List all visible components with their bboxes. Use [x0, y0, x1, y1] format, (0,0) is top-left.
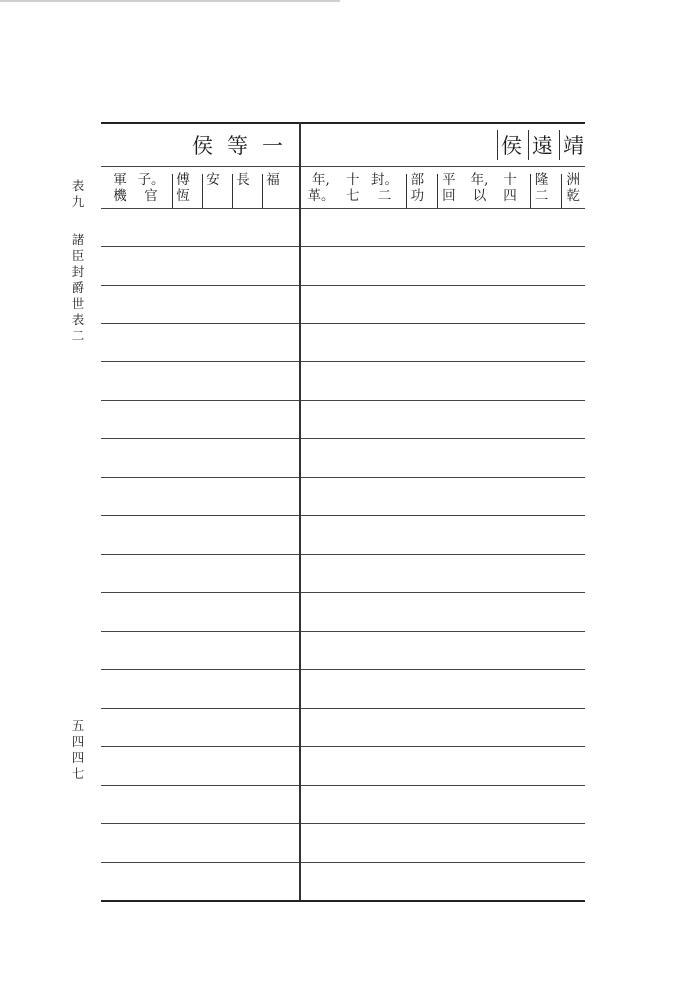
text-char: 革。	[307, 188, 335, 204]
margin-char: 封	[71, 264, 85, 279]
text-char: 四	[503, 188, 517, 204]
page-number-char: 四	[71, 734, 85, 749]
rank-title-right	[480, 131, 584, 159]
text-column	[110, 174, 130, 208]
text-char: 機	[113, 188, 127, 204]
text-char: 恆	[176, 188, 190, 204]
page-number-char: 五	[71, 718, 85, 733]
text-column	[262, 174, 283, 208]
text-char: 十	[345, 172, 360, 188]
text-column	[530, 174, 553, 208]
table-row-rule	[101, 438, 585, 439]
text-char: 以	[472, 188, 487, 204]
text-column	[499, 174, 521, 208]
table-row-rule	[101, 592, 585, 593]
table-column-divider	[299, 122, 301, 900]
text-column	[437, 174, 460, 208]
scan-top-edge	[0, 0, 340, 2]
table-row-rule	[101, 246, 585, 247]
text-char: 平	[442, 172, 456, 188]
margin-char: 臣	[71, 248, 85, 263]
text-column	[202, 174, 223, 208]
table-row-rule	[101, 785, 585, 786]
holder-description-left	[101, 174, 283, 208]
table-row-rule	[101, 708, 585, 709]
table-row-rule	[101, 515, 585, 516]
text-column	[309, 174, 333, 208]
table-row-rule	[101, 862, 585, 863]
holder-description-right	[300, 174, 584, 208]
margin-char: 爵	[71, 280, 85, 295]
text-char: 年,	[312, 172, 330, 188]
table-top-rule	[101, 122, 585, 124]
text-char: 回	[442, 188, 456, 204]
text-column	[406, 174, 429, 208]
text-char: 傅	[176, 172, 190, 188]
text-column	[342, 174, 364, 208]
rank-title-left	[180, 131, 283, 159]
text-char: 功	[410, 188, 425, 204]
text-char: 二	[377, 188, 392, 204]
text-char: 乾	[566, 188, 580, 204]
text-char: 洲	[566, 172, 580, 188]
text-char: 福	[266, 172, 280, 188]
text-char: 部	[410, 172, 425, 188]
rank-char: 靖	[559, 130, 584, 160]
table-row-rule	[101, 823, 585, 824]
text-char: 十	[503, 172, 517, 188]
text-column	[469, 174, 491, 208]
table-row-rule	[101, 400, 585, 401]
table-row-rule	[101, 323, 585, 324]
text-column	[561, 174, 584, 208]
margin-section-title	[66, 180, 90, 346]
text-column	[139, 174, 163, 208]
page-number-char: 四	[71, 750, 85, 765]
rank-char: 侯	[497, 130, 522, 160]
text-char: 官	[144, 188, 158, 204]
table-row-rule	[101, 285, 585, 286]
margin-char: 表	[71, 312, 85, 327]
text-char: 子。	[137, 172, 165, 188]
page-number-char: 七	[71, 766, 85, 781]
rank-char: 侯	[192, 134, 213, 158]
text-char: 年,	[470, 172, 489, 188]
text-char: 隆	[534, 172, 549, 188]
text-char: 軍	[113, 172, 127, 188]
table-row-rule	[101, 746, 585, 747]
margin-char: 九	[71, 194, 85, 209]
text-column	[373, 174, 397, 208]
text-column	[172, 174, 193, 208]
margin-char: 二	[71, 328, 85, 343]
page-number	[66, 720, 90, 784]
table-row-rule	[101, 208, 585, 209]
text-char: 二	[534, 188, 549, 204]
rank-char: 一	[262, 134, 283, 158]
table-row-rule	[101, 669, 585, 670]
text-char: 長	[236, 172, 250, 188]
rank-char: 遠	[528, 130, 553, 160]
text-char: 七	[345, 188, 360, 204]
table-row-rule	[101, 554, 585, 555]
rank-char: 等	[227, 134, 248, 158]
text-column	[232, 174, 253, 208]
table-row-rule	[101, 361, 585, 362]
text-char: 安	[206, 172, 220, 188]
margin-char: 諸	[71, 232, 85, 247]
text-char: 封。	[371, 172, 399, 188]
table-row-rule	[101, 477, 585, 478]
table-bottom-rule	[101, 900, 585, 902]
table-row-rule	[101, 631, 585, 632]
margin-char: 世	[71, 296, 85, 311]
margin-char: 表	[71, 178, 85, 193]
table-header-rule	[101, 166, 585, 167]
